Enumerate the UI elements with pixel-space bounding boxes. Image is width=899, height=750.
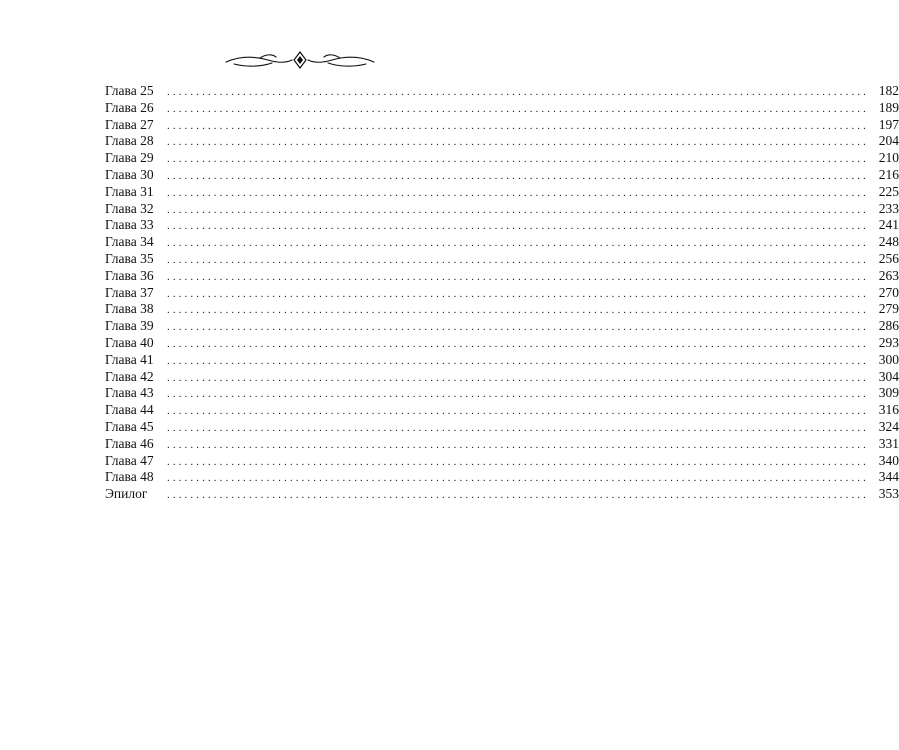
toc-entry bbox=[105, 368, 899, 386]
toc-entry bbox=[105, 133, 899, 150]
toc-entry-title: Глава 33 bbox=[105, 217, 154, 233]
toc-entry bbox=[105, 234, 899, 251]
toc-entry bbox=[105, 166, 899, 184]
toc-entry-title: Глава 48 bbox=[105, 469, 154, 485]
toc-entry-title: Глава 34 bbox=[105, 234, 154, 250]
table-of-contents bbox=[105, 83, 899, 503]
toc-entry bbox=[105, 318, 899, 335]
toc-entry-title: Глава 42 bbox=[105, 368, 154, 384]
toc-entry-title: Глава 44 bbox=[105, 402, 154, 418]
toc-leader-dots: ........................................................................................................................ bbox=[167, 153, 869, 166]
toc-leader-dots: ........................................................................................................................ bbox=[167, 169, 869, 182]
toc-leader-dots: ........................................................................................................................ bbox=[167, 321, 869, 334]
toc-entry-page-number: 189 bbox=[878, 99, 899, 115]
toc-entry-page-number: 304 bbox=[878, 368, 899, 384]
toc-entry-page-number: 324 bbox=[878, 418, 899, 434]
toc-leader-dots: ........................................................................................................................ bbox=[167, 337, 869, 350]
toc-entry-page-number: 225 bbox=[878, 183, 899, 199]
toc-entry-page-number: 197 bbox=[878, 116, 899, 132]
toc-entry bbox=[105, 217, 899, 234]
toc-entry-title: Глава 25 bbox=[105, 83, 154, 98]
toc-entry-page-number: 270 bbox=[878, 284, 899, 300]
toc-entry-title: Глава 26 bbox=[105, 99, 154, 115]
toc-entry bbox=[105, 301, 899, 318]
toc-entry-title: Глава 45 bbox=[105, 418, 154, 434]
toc-entry-title: Эпилог bbox=[105, 486, 148, 502]
toc-leader-dots: ........................................................................................................................ bbox=[167, 489, 869, 502]
toc-entry-page-number: 293 bbox=[878, 334, 899, 350]
toc-entry bbox=[105, 150, 899, 167]
toc-entry-page-number: 286 bbox=[878, 318, 899, 334]
toc-entry-page-number: 331 bbox=[878, 435, 899, 451]
toc-entry-title: Глава 36 bbox=[105, 267, 154, 283]
toc-entry-title: Глава 29 bbox=[105, 150, 154, 166]
toc-entry-page-number: 241 bbox=[878, 217, 899, 233]
toc-leader-dots: ........................................................................................................................ bbox=[167, 270, 869, 283]
toc-entry-page-number: 182 bbox=[878, 83, 899, 98]
toc-entry bbox=[105, 385, 899, 402]
toc-entry-page-number: 309 bbox=[878, 385, 899, 401]
toc-entry bbox=[105, 469, 899, 486]
toc-entry-title: Глава 46 bbox=[105, 435, 154, 451]
toc-entry-title: Глава 38 bbox=[105, 301, 154, 317]
toc-entry-title: Глава 41 bbox=[105, 351, 154, 367]
toc-entry-title: Глава 39 bbox=[105, 318, 154, 334]
toc-entry bbox=[105, 351, 899, 369]
toc-leader-dots: ........................................................................................................................ bbox=[167, 438, 869, 451]
toc-entry bbox=[105, 267, 899, 285]
toc-entry bbox=[105, 183, 899, 201]
toc-entry-page-number: 316 bbox=[878, 402, 899, 418]
toc-entry bbox=[105, 334, 899, 352]
toc-leader-dots: ........................................................................................................................ bbox=[167, 220, 869, 233]
toc-entry bbox=[105, 486, 899, 503]
toc-leader-dots: ........................................................................................................................ bbox=[167, 405, 869, 418]
toc-entry bbox=[105, 402, 899, 419]
toc-entry-title: Глава 32 bbox=[105, 200, 154, 216]
toc-entry-title: Глава 40 bbox=[105, 334, 154, 350]
toc-leader-dots: ........................................................................................................................ bbox=[167, 203, 869, 216]
toc-entry-title: Глава 28 bbox=[105, 133, 154, 149]
toc-entry-title: Глава 31 bbox=[105, 183, 154, 199]
toc-entry-page-number: 210 bbox=[878, 150, 899, 166]
toc-entry bbox=[105, 435, 899, 453]
toc-leader-dots: ........................................................................................................................ bbox=[167, 455, 869, 468]
toc-entry bbox=[105, 200, 899, 218]
toc-entry-page-number: 279 bbox=[878, 301, 899, 317]
toc-entry-page-number: 256 bbox=[878, 250, 899, 266]
toc-entry-title: Глава 35 bbox=[105, 250, 154, 266]
toc-leader-dots: ........................................................................................................................ bbox=[167, 102, 869, 115]
toc-entry-page-number: 353 bbox=[878, 486, 899, 502]
toc-entry bbox=[105, 250, 899, 268]
toc-leader-dots: ........................................................................................................................ bbox=[167, 136, 869, 149]
toc-leader-dots: ........................................................................................................................ bbox=[167, 421, 869, 434]
toc-leader-dots: ........................................................................................................................ bbox=[167, 253, 869, 266]
toc-entry-page-number: 204 bbox=[878, 133, 899, 149]
toc-entry bbox=[105, 284, 899, 302]
toc-entry bbox=[105, 418, 899, 436]
toc-entry bbox=[105, 83, 899, 100]
toc-leader-dots: ........................................................................................................................ bbox=[167, 388, 869, 401]
toc-entry-title: Глава 43 bbox=[105, 385, 154, 401]
toc-leader-dots: ........................................................................................................................ bbox=[167, 86, 869, 98]
toc-leader-dots: ........................................................................................................................ bbox=[167, 304, 869, 317]
toc-leader-dots: ........................................................................................................................ bbox=[167, 287, 869, 300]
toc-entry bbox=[105, 99, 899, 117]
toc-entry-title: Глава 30 bbox=[105, 166, 154, 182]
toc-entry bbox=[105, 452, 899, 470]
toc-entry-page-number: 340 bbox=[878, 452, 899, 468]
toc-entry-title: Глава 37 bbox=[105, 284, 154, 300]
toc-entry-page-number: 216 bbox=[878, 166, 899, 182]
toc-entry-page-number: 233 bbox=[878, 200, 899, 216]
flourish-divider-icon bbox=[220, 48, 380, 72]
toc-entry-page-number: 300 bbox=[878, 351, 899, 367]
toc-entry-title: Глава 47 bbox=[105, 452, 154, 468]
toc-leader-dots: ........................................................................................................................ bbox=[167, 186, 869, 199]
toc-entry-title: Глава 27 bbox=[105, 116, 154, 132]
toc-leader-dots: ........................................................................................................................ bbox=[167, 472, 869, 485]
toc-entry-page-number: 344 bbox=[878, 469, 899, 485]
toc-entry-page-number: 263 bbox=[878, 267, 899, 283]
toc-leader-dots: ........................................................................................................................ bbox=[167, 354, 869, 367]
toc-entry bbox=[105, 116, 899, 134]
toc-leader-dots: ........................................................................................................................ bbox=[167, 371, 869, 384]
toc-leader-dots: ........................................................................................................................ bbox=[167, 237, 869, 250]
toc-entry-page-number: 248 bbox=[878, 234, 899, 250]
toc-leader-dots: ........................................................................................................................ bbox=[167, 119, 869, 132]
